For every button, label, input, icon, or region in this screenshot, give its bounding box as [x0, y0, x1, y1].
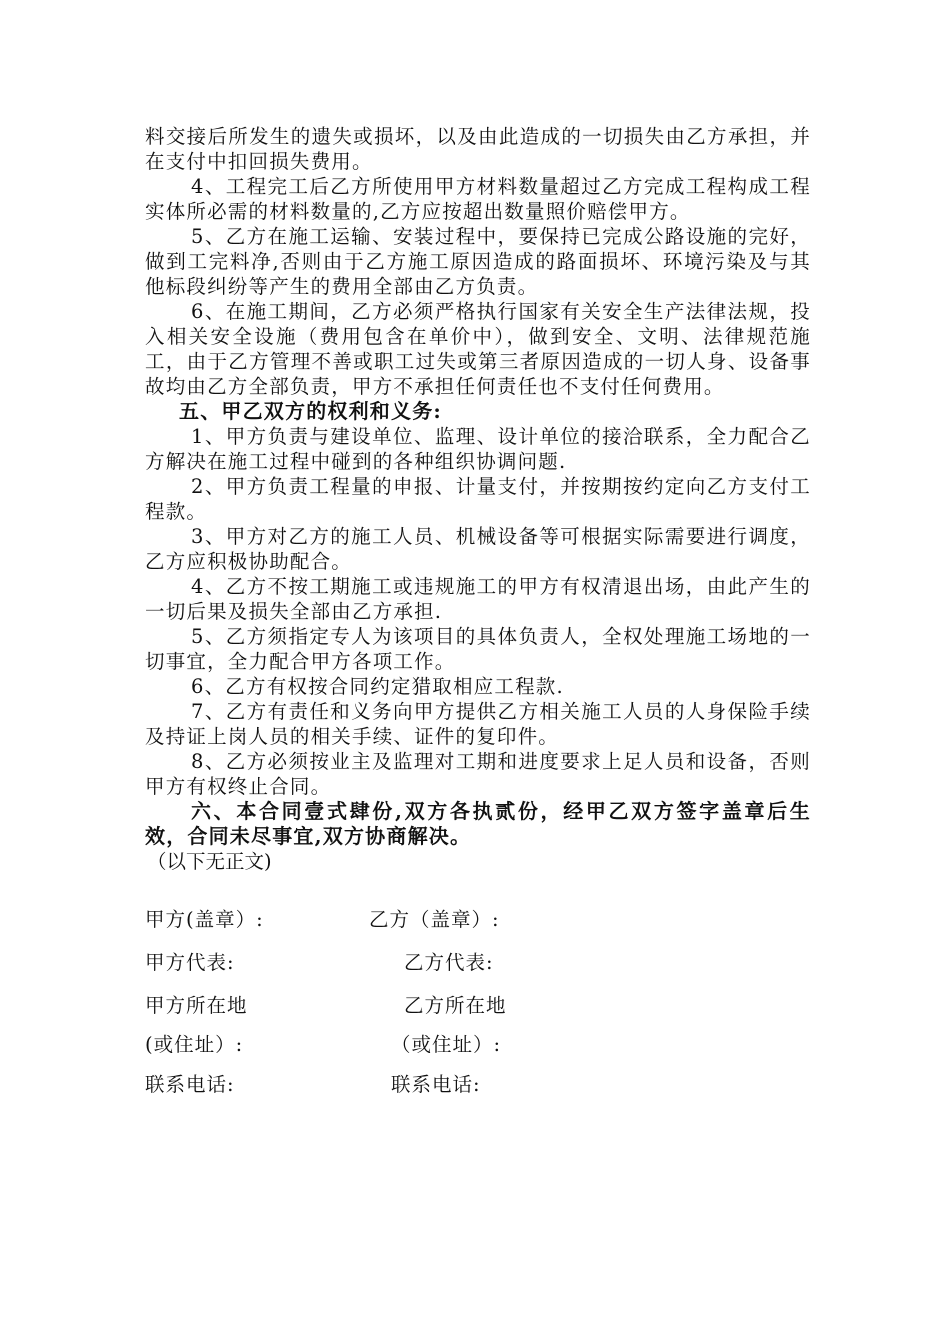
- paragraph-clause-4: 4、工程完工后乙方所使用甲方材料数量超过乙方完成工程构成工程实体所必需的材料数量的,乙方应按超出数量照价赔偿甲方。: [145, 175, 811, 223]
- section-heading-rights: 五、甲乙双方的权利和义务:: [179, 399, 442, 423]
- paragraph-clause-6: 6、在施工期间，乙方必须严格执行国家有关安全生产法律法规，投入相关安全设施（费用包含在单价中），做到安全、文明、法律规范施工，由于乙方管理不善或职工过失或第三者原因造成的一切人身、设备事故均由乙方全部负责，甲方不承担任何责任也不支付任何费用。: [145, 300, 811, 398]
- paragraph-continuation: 料交接后所发生的遗失或损坏，以及由此造成的一切损失由乙方承担，并在支付中扣回损失费用。: [145, 125, 811, 173]
- party-a-address-label: (或住址）:: [145, 1033, 244, 1056]
- party-b-rep-label: 乙方代表:: [404, 951, 494, 974]
- rights-item-4: 4、乙方不按工期施工或违规施工的甲方有权清退出场，由此产生的一切后果及损失全部由乙方承担.: [145, 575, 811, 623]
- contract-body: [145, 124, 811, 874]
- no-further-text-note: （以下无正文): [147, 850, 272, 873]
- party-a-seal-label: 甲方(盖章）:: [145, 908, 264, 931]
- paragraph-clause-5: 5、乙方在施工运输、安装过程中，要保持已完成公路设施的完好，做到工完料净,否则由于乙方施工原因造成的路面损坏、环境污染及与其他标段纠纷等产生的费用全部由乙方负责。: [145, 225, 811, 298]
- rights-item-3: 3、甲方对乙方的施工人员、机械设备等可根据实际需要进行调度，乙方应积极协助配合。: [145, 525, 811, 573]
- rights-item-7: 7、乙方有责任和义务向甲方提供乙方相关施工人员的人身保险手续及持证上岗人员的相关手续、证件的复印件。: [145, 700, 811, 748]
- party-b-seal-label: 乙方（盖章）:: [369, 908, 500, 931]
- rights-item-1: 1、甲方负责与建设单位、监理、设计单位的接洽联系，全力配合乙方解决在施工过程中碰到的各种组织协调问题.: [145, 425, 811, 473]
- party-b-address-label: （或住址）:: [391, 1033, 502, 1056]
- rights-item-2: 2、甲方负责工程量的申报、计量支付，并按期按约定向乙方支付工程款。: [145, 475, 811, 523]
- rights-item-6: 6、乙方有权按合同约定猎取相应工程款.: [191, 675, 564, 698]
- party-a-location-label: 甲方所在地: [145, 994, 248, 1017]
- party-b-location-label: 乙方所在地: [404, 994, 507, 1017]
- party-a-phone-label: 联系电话:: [145, 1073, 235, 1096]
- rights-item-5: 5、乙方须指定专人为该项目的具体负责人，全权处理施工场地的一切事宜，全力配合甲方各项工作。: [145, 625, 811, 673]
- party-a-rep-label: 甲方代表:: [145, 951, 235, 974]
- party-b-phone-label: 联系电话:: [391, 1073, 481, 1096]
- rights-item-8: 8、乙方必须按业主及监理对工期和进度要求上足人员和设备，否则甲方有权终止合同。: [145, 750, 811, 798]
- section-six-paragraph: 六、本合同壹式肆份,双方各执贰份，经甲乙双方签字盖章后生效，合同未尽事宜,双方协商解决。: [145, 799, 811, 848]
